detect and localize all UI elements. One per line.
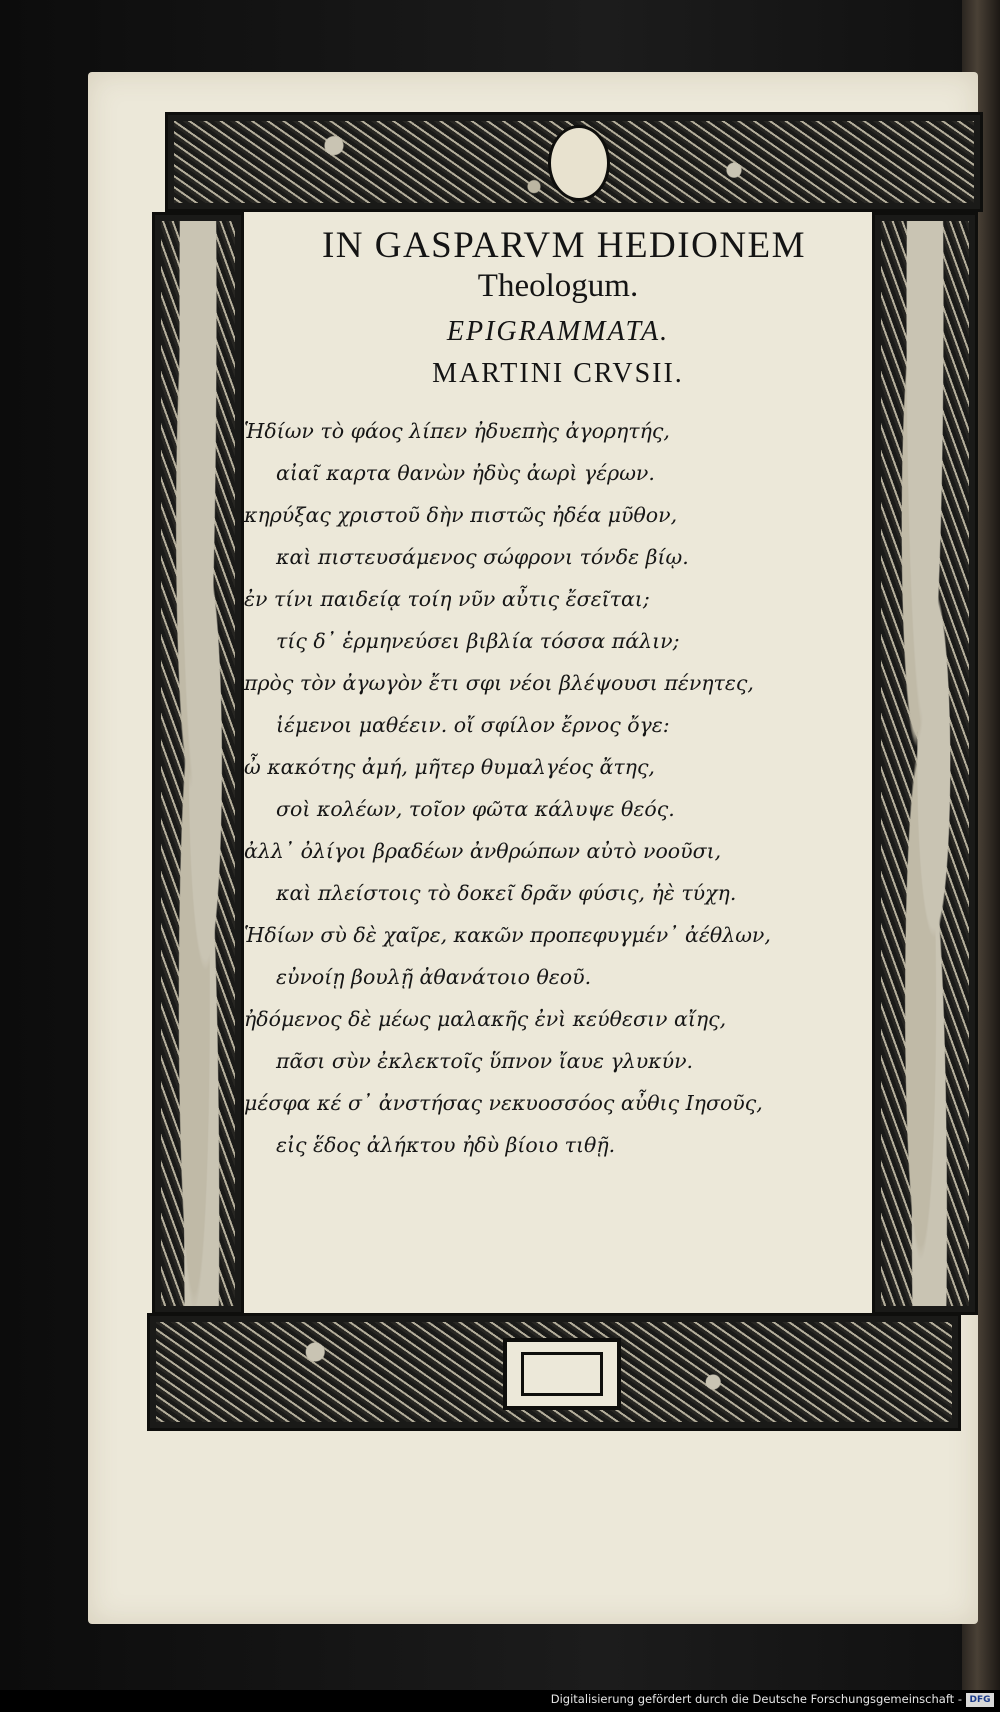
poem-line: πᾶσι σὺν ἐκλεκτοῖς ὕπνον ἴαυε γλυκύν. [276, 1049, 694, 1073]
woodcut-border-right [872, 212, 978, 1315]
text-block [244, 212, 872, 1313]
poem-line: εὐνοίῃ βουλῇ ἀθανάτοιο θεοῦ. [276, 965, 592, 989]
face-mask-ornament [548, 125, 610, 201]
poem-line: τίς δ᾽ ἑρμηνεύσει βιβλία τόσσα πάλιν; [276, 629, 680, 653]
ornament-pattern [161, 221, 235, 1306]
poem-line: εἰς ἕδος ἀλήκτου ἠδὺ βίοιο τιθῇ. [276, 1133, 616, 1157]
poem-line: καὶ πλείστοις τὸ δοκεῖ δρᾶν φύσις, ἠὲ τύχη. [276, 881, 737, 905]
author-heading: MARTINI CRVSII. [432, 358, 684, 389]
poem-line: Ἡδίων τὸ φάος λίπεν ἠδυεπὴς ἀγορητής, [244, 419, 670, 443]
poem-line: Ἡδίων σὺ δὲ χαῖρε, κακῶν προπεφυγμέν᾽ ἀέθλων, [244, 923, 771, 947]
poem-line: πρὸς τὸν ἀγωγὸν ἔτι σφι νέοι βλέψουσι πένητες, [244, 671, 754, 695]
empty-cartouche [503, 1338, 621, 1410]
poem-line: κηρύξας χριστοῦ δὴν πιστῶς ἠδέα μῦθον, [244, 503, 678, 527]
poem-line: αἰαῖ καρτα θανὼν ἠδὺς ἀωρὶ γέρων. [276, 461, 655, 485]
poem-line: ἀλλ᾽ ὀλίγοι βραδέων ἀνθρώπων αὐτὸ νοοῦσι, [244, 839, 722, 863]
section-heading: EPIGRAMMATA. [446, 316, 670, 347]
poem-line: καὶ πιστευσάμενος σώφρονι τόνδε βίῳ. [276, 545, 689, 569]
poem-line: σοὶ κολέων, τοῖον φῶτα κάλυψε θεός. [276, 797, 675, 821]
poem-line: ὦ κακότης ἀμή, μῆτερ θυμαλγέος ἄτης, [244, 755, 655, 779]
page-subtitle: Theologum. [477, 268, 639, 304]
poem-line: ἠδόμενος δὲ μέως μαλακῆς ἐνὶ κεύθεσιν αἴης, [244, 1007, 727, 1031]
poem [244, 410, 872, 1166]
woodcut-border-bottom [147, 1313, 961, 1431]
funding-notice: Digitalisierung gefördert durch die Deutsche Forschungsgemeinschaft - [550, 1692, 962, 1706]
ornament-pattern [881, 221, 969, 1306]
woodcut-border-top [165, 112, 983, 212]
poem-line: μέσφα κέ σ᾽ ἀνστήσας νεκυοσσόος αὖθις Ιησοῦς, [244, 1091, 763, 1115]
poem-line: ἐν τίνι παιδείᾳ τοίη νῦν αὖτις ἔσεῖται; [244, 587, 650, 611]
page-title: IN GASPARVM HEDIONEM [321, 225, 807, 266]
dfg-logo: DFG [966, 1693, 994, 1707]
poem-line: ἱέμενοι μαθέειν. οἴ σφίλον ἔρνος ὄγε: [276, 713, 670, 737]
woodcut-border-left [152, 212, 244, 1315]
